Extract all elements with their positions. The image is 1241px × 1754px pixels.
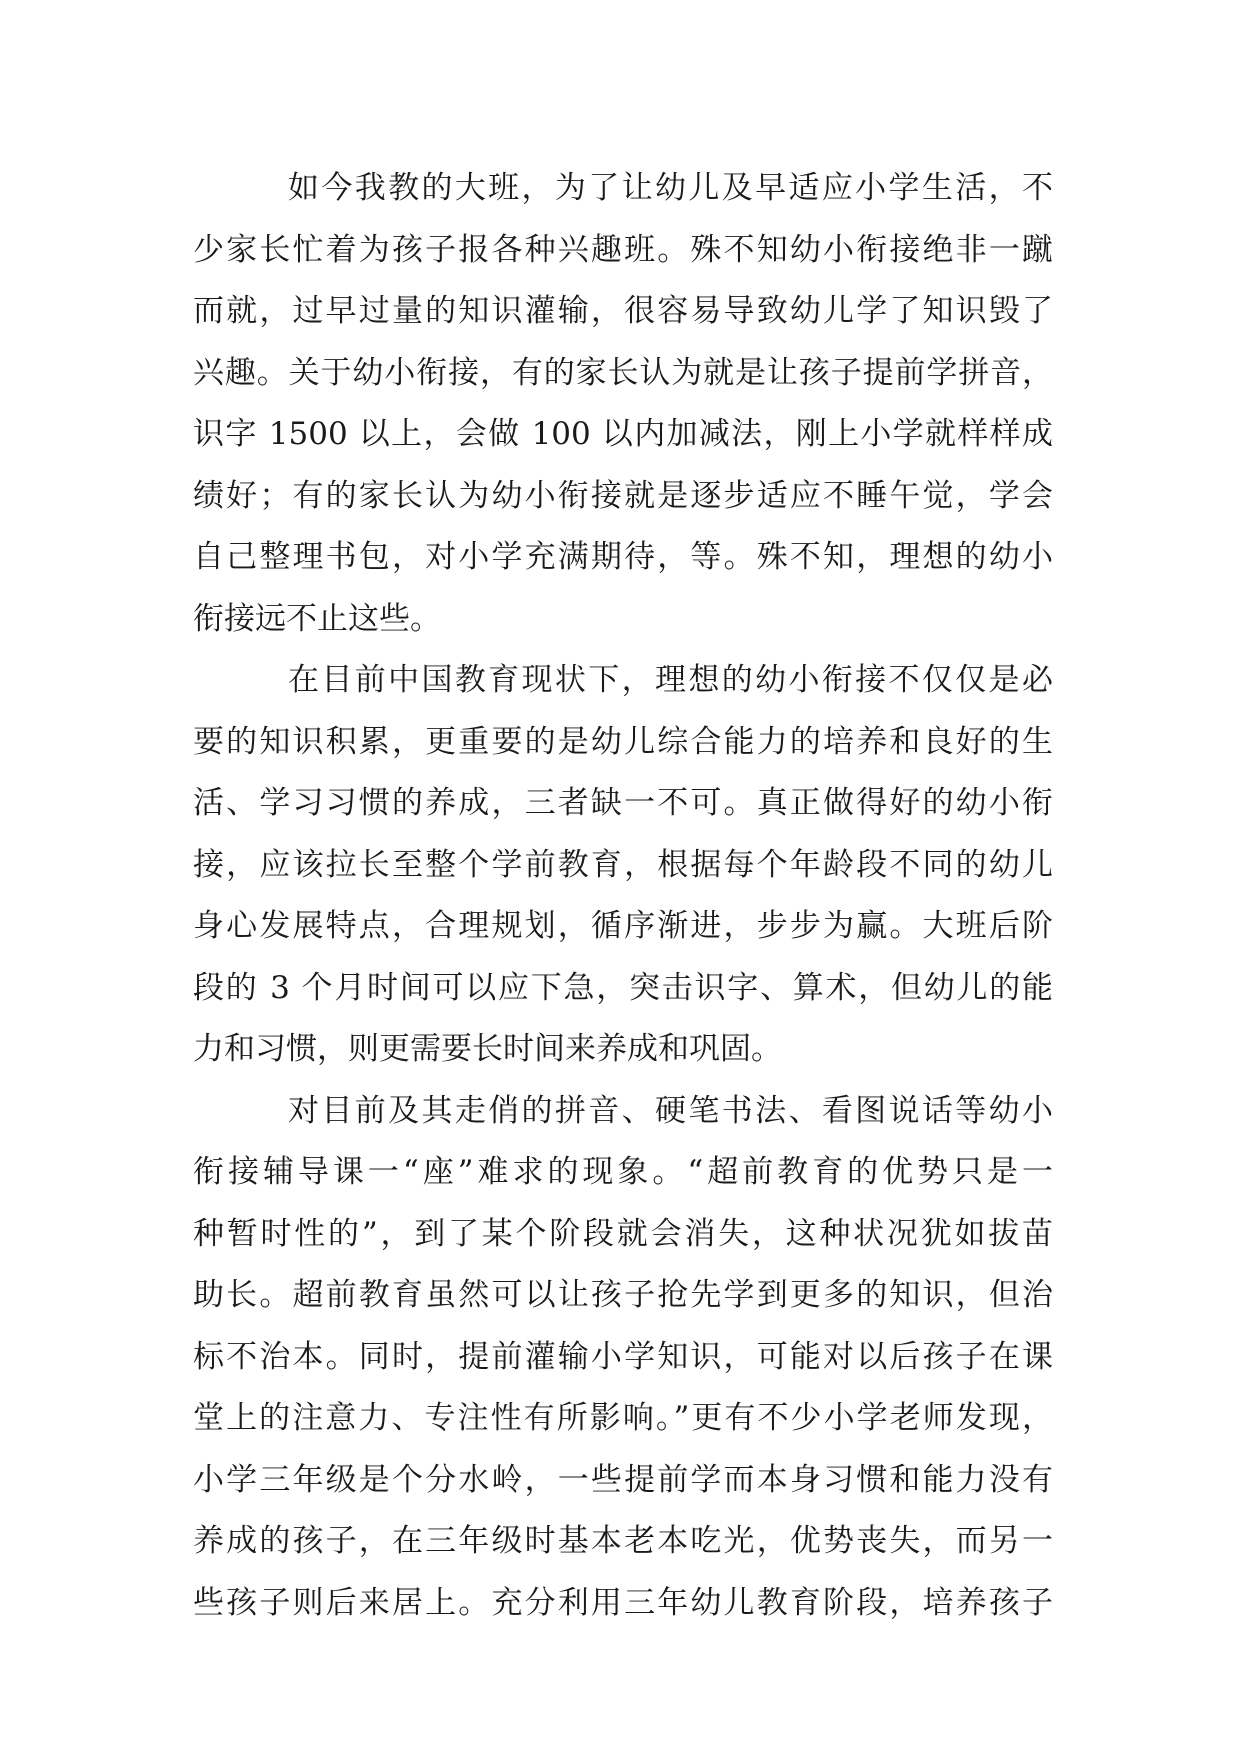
text-line: 衔接辅导课一“座”难求的现象。“超前教育的优势只是一: [193, 1154, 1053, 1190]
text-line: 在目前中国教育现状下，理想的幼小衔接不仅仅是必: [288, 662, 1053, 698]
paragraph-1: [193, 158, 1053, 650]
text-line: 小学三年级是个分水岭，一些提前学而本身习惯和能力没有: [193, 1461, 1053, 1498]
paragraph-3: [193, 1081, 1053, 1635]
text-line: 种暂时性的”，到了某个阶段就会消失，这种状况犹如拔苗: [193, 1215, 1053, 1252]
text-line: 些孩子则后来居上。充分利用三年幼儿教育阶段，培养孩子: [193, 1584, 1053, 1621]
text-line: 接，应该拉长至整个学前教育，根据每个年龄段不同的幼儿: [193, 846, 1053, 883]
text-line: 活、学习习惯的养成，三者缺一不可。真正做得好的幼小衔: [193, 785, 1053, 821]
text-line: 要的知识积累，更重要的是幼儿综合能力的培养和良好的生: [193, 723, 1053, 760]
text-line: 养成的孩子，在三年级时基本老本吃光，优势丧失，而另一: [193, 1523, 1053, 1559]
paragraph-2: [193, 650, 1053, 1081]
text-line: 堂上的注意力、专注性有所影响。”更有不少小学老师发现，: [193, 1400, 1053, 1436]
text-line: 标不治本。同时，提前灌输小学知识，可能对以后孩子在课: [193, 1338, 1053, 1375]
body-text: [193, 158, 1053, 1634]
text-line: 助长。超前教育虽然可以让孩子抢先学到更多的知识，但治: [193, 1277, 1053, 1313]
text-line: 而就，过早过量的知识灌输，很容易导致幼儿学了知识毁了: [193, 293, 1053, 329]
text-line: 少家长忙着为孩子报各种兴趣班。殊不知幼小衔接绝非一蹴: [193, 231, 1053, 268]
text-line: 如今我教的大班，为了让幼儿及早适应小学生活，不: [288, 170, 1053, 206]
text-line: 段的 3 个月时间可以应下急，突击识字、算术，但幼儿的能: [193, 969, 1053, 1006]
text-line: 身心发展特点，合理规划，循序渐进，步步为赢。大班后阶: [193, 908, 1053, 944]
text-line: 衔接远不止这些。: [193, 600, 441, 637]
text-line: 绩好；有的家长认为幼小衔接就是逐步适应不睡午觉，学会: [193, 477, 1053, 514]
text-line: 自己整理书包，对小学充满期待，等。殊不知，理想的幼小: [193, 539, 1053, 575]
text-line: 力和习惯，则更需要长时间来养成和巩固。: [193, 1031, 782, 1067]
text-line: 识字 1500 以上，会做 100 以内加减法，刚上小学就样样成: [193, 416, 1053, 452]
text-line: 对目前及其走俏的拼音、硬笔书法、看图说话等幼小: [288, 1092, 1053, 1129]
text-line: 兴趣。关于幼小衔接，有的家长认为就是让孩子提前学拼音，: [193, 354, 1053, 391]
